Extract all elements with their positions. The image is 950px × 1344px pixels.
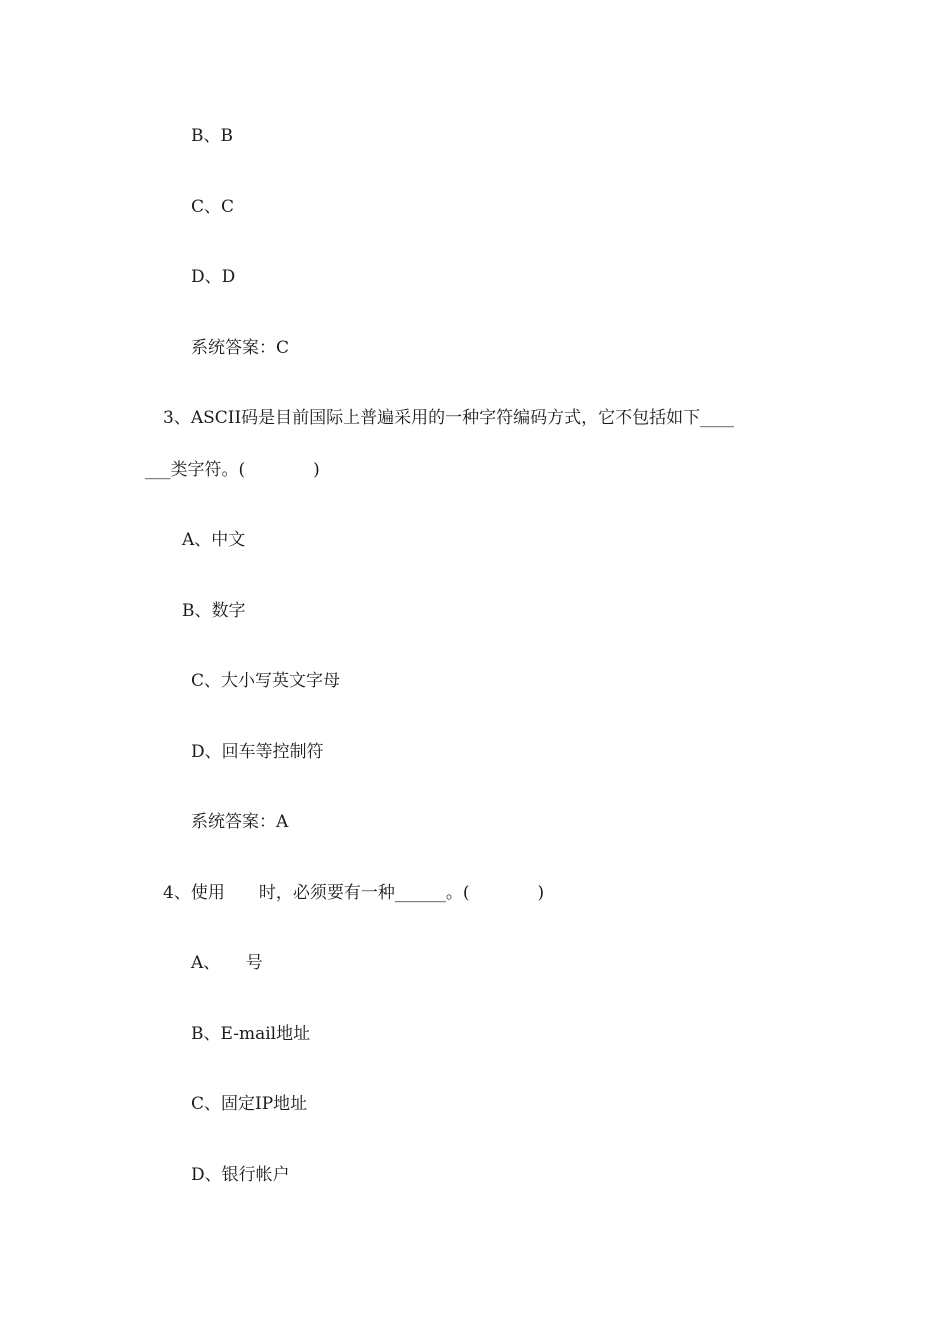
q4-option-d: D、银行帐户 <box>191 1165 290 1185</box>
q4-option-a: A、 号 <box>191 953 263 973</box>
q3-option-d: D、回车等控制符 <box>191 742 324 762</box>
q2-option-b: B、B <box>191 126 233 146</box>
q3-option-b: B、数字 <box>182 601 246 621</box>
q2-option-c: C、C <box>191 197 235 217</box>
q3-system-answer: 系统答案：A <box>191 812 289 832</box>
q4-option-c: C、固定IP地址 <box>191 1094 308 1114</box>
q3-question-line-1: 3、ASCII码是目前国际上普遍采用的一种字符编码方式，它不包括如下____ <box>163 408 735 428</box>
q3-option-a: A、中文 <box>182 530 246 550</box>
q4-question: 4、使用 时，必须要有一种______。( ) <box>163 883 545 903</box>
q3-question-line-2: ___类字符。( ) <box>145 460 320 480</box>
q4-option-b: B、E-mail地址 <box>191 1024 311 1044</box>
q3-option-c: C、大小写英文字母 <box>191 671 341 691</box>
q2-system-answer: 系统答案：C <box>191 338 290 358</box>
q2-option-d: D、D <box>191 267 236 287</box>
